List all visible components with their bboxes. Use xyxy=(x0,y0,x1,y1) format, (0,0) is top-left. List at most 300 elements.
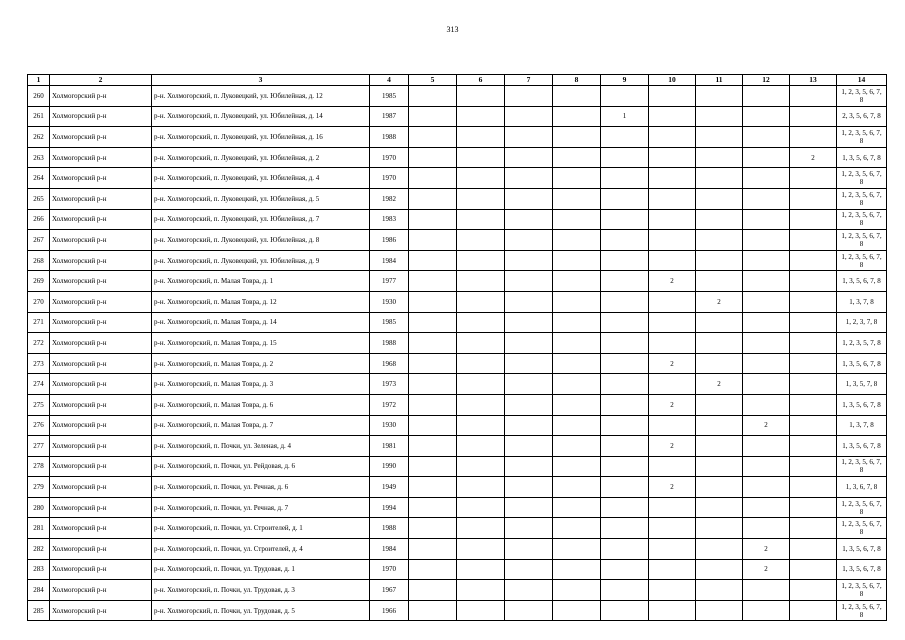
col14-cell: 2, 3, 5, 6, 7, 8 xyxy=(837,106,887,127)
district-cell: Холмогорский р-н xyxy=(50,312,152,333)
row-number: 283 xyxy=(28,559,50,580)
table-row xyxy=(28,106,887,127)
year-cell: 1949 xyxy=(370,477,409,498)
table-row xyxy=(28,147,887,168)
col8-cell xyxy=(553,559,601,580)
col10-cell xyxy=(649,127,696,148)
col7-cell xyxy=(505,271,553,292)
col5-cell xyxy=(409,559,457,580)
col7-cell xyxy=(505,230,553,251)
col13-cell xyxy=(790,497,837,518)
address-cell: р-н. Холмогорский, п. Луковецкий, ул. Юбилейная, д. 14 xyxy=(152,106,370,127)
col7-cell xyxy=(505,497,553,518)
col10-cell xyxy=(649,580,696,601)
col7-cell xyxy=(505,415,553,436)
address-cell: р-н. Холмогорский, п. Почки, ул. Речная, д. 7 xyxy=(152,497,370,518)
col10-cell: 2 xyxy=(649,394,696,415)
row-number: 275 xyxy=(28,394,50,415)
col13-cell xyxy=(790,312,837,333)
col11-cell xyxy=(696,600,743,621)
year-cell: 1983 xyxy=(370,209,409,230)
col14-cell: 1, 3, 5, 7, 8 xyxy=(837,374,887,395)
col12-cell xyxy=(743,291,790,312)
col14-cell: 1, 2, 3, 5, 6, 7, 8 xyxy=(837,250,887,271)
col13-cell xyxy=(790,127,837,148)
row-number: 264 xyxy=(28,168,50,189)
district-cell: Холмогорский р-н xyxy=(50,147,152,168)
address-cell: р-н. Холмогорский, п. Почки, ул. Трудовая, д. 5 xyxy=(152,600,370,621)
column-header-3: 3 xyxy=(152,75,370,86)
year-cell: 1930 xyxy=(370,415,409,436)
table-row xyxy=(28,127,887,148)
row-number: 284 xyxy=(28,580,50,601)
col5-cell xyxy=(409,106,457,127)
col9-cell xyxy=(601,250,649,271)
address-cell: р-н. Холмогорский, п. Почки, ул. Строителей, д. 1 xyxy=(152,518,370,539)
col12-cell xyxy=(743,394,790,415)
col10-cell xyxy=(649,539,696,560)
housing-table xyxy=(27,74,887,621)
col6-cell xyxy=(457,539,505,560)
district-cell: Холмогорский р-н xyxy=(50,415,152,436)
col7-cell xyxy=(505,353,553,374)
col6-cell xyxy=(457,291,505,312)
col7-cell xyxy=(505,291,553,312)
year-cell: 1988 xyxy=(370,127,409,148)
col7-cell xyxy=(505,106,553,127)
col11-cell xyxy=(696,580,743,601)
col5-cell xyxy=(409,168,457,189)
col13-cell xyxy=(790,230,837,251)
col13-cell xyxy=(790,86,837,107)
table-row xyxy=(28,497,887,518)
col9-cell xyxy=(601,353,649,374)
col8-cell xyxy=(553,518,601,539)
address-cell: р-н. Холмогорский, п. Луковецкий, ул. Юбилейная, д. 2 xyxy=(152,147,370,168)
col8-cell xyxy=(553,147,601,168)
address-cell: р-н. Холмогорский, п. Почки, ул. Речная, д. 6 xyxy=(152,477,370,498)
col10-cell xyxy=(649,559,696,580)
column-header-7: 7 xyxy=(505,75,553,86)
col14-cell: 1, 3, 7, 8 xyxy=(837,291,887,312)
column-header-1: 1 xyxy=(28,75,50,86)
col11-cell: 2 xyxy=(696,291,743,312)
col11-cell xyxy=(696,415,743,436)
col12-cell xyxy=(743,106,790,127)
row-number: 260 xyxy=(28,86,50,107)
col12-cell xyxy=(743,209,790,230)
col11-cell xyxy=(696,497,743,518)
col5-cell xyxy=(409,600,457,621)
col14-cell: 1, 2, 3, 5, 6, 7, 8 xyxy=(837,209,887,230)
col14-cell: 1, 3, 5, 6, 7, 8 xyxy=(837,271,887,292)
col9-cell xyxy=(601,127,649,148)
col12-cell xyxy=(743,333,790,354)
table-row xyxy=(28,477,887,498)
col12-cell xyxy=(743,250,790,271)
col9-cell xyxy=(601,580,649,601)
header-row xyxy=(28,75,887,86)
row-number: 269 xyxy=(28,271,50,292)
col13-cell xyxy=(790,580,837,601)
district-cell: Холмогорский р-н xyxy=(50,436,152,457)
col8-cell xyxy=(553,291,601,312)
table-row xyxy=(28,415,887,436)
year-cell: 1985 xyxy=(370,312,409,333)
col11-cell xyxy=(696,271,743,292)
year-cell: 1972 xyxy=(370,394,409,415)
col11-cell xyxy=(696,312,743,333)
year-cell: 1968 xyxy=(370,353,409,374)
col6-cell xyxy=(457,86,505,107)
year-cell: 1930 xyxy=(370,291,409,312)
col9-cell xyxy=(601,230,649,251)
col5-cell xyxy=(409,497,457,518)
col5-cell xyxy=(409,127,457,148)
address-cell: р-н. Холмогорский, п. Малая Товра, д. 14 xyxy=(152,312,370,333)
col8-cell xyxy=(553,580,601,601)
district-cell: Холмогорский р-н xyxy=(50,539,152,560)
col6-cell xyxy=(457,312,505,333)
col14-cell: 1, 2, 3, 5, 6, 7, 8 xyxy=(837,518,887,539)
col13-cell xyxy=(790,353,837,374)
table-row xyxy=(28,168,887,189)
col12-cell: 2 xyxy=(743,559,790,580)
row-number: 276 xyxy=(28,415,50,436)
col14-cell: 1, 3, 5, 6, 7, 8 xyxy=(837,559,887,580)
col9-cell xyxy=(601,559,649,580)
col11-cell xyxy=(696,209,743,230)
col9-cell xyxy=(601,188,649,209)
col7-cell xyxy=(505,86,553,107)
col9-cell xyxy=(601,415,649,436)
col13-cell xyxy=(790,539,837,560)
col13-cell xyxy=(790,291,837,312)
col12-cell xyxy=(743,580,790,601)
col6-cell xyxy=(457,518,505,539)
col10-cell: 2 xyxy=(649,477,696,498)
col11-cell xyxy=(696,127,743,148)
col8-cell xyxy=(553,477,601,498)
col7-cell xyxy=(505,188,553,209)
col7-cell xyxy=(505,168,553,189)
col10-cell: 2 xyxy=(649,353,696,374)
col5-cell xyxy=(409,188,457,209)
col12-cell xyxy=(743,230,790,251)
district-cell: Холмогорский р-н xyxy=(50,209,152,230)
address-cell: р-н. Холмогорский, п. Луковецкий, ул. Юбилейная, д. 5 xyxy=(152,188,370,209)
col5-cell xyxy=(409,291,457,312)
row-number: 279 xyxy=(28,477,50,498)
district-cell: Холмогорский р-н xyxy=(50,394,152,415)
col7-cell xyxy=(505,250,553,271)
col11-cell xyxy=(696,353,743,374)
col14-cell: 1, 2, 3, 5, 6, 7, 8 xyxy=(837,127,887,148)
col10-cell xyxy=(649,168,696,189)
col12-cell xyxy=(743,518,790,539)
row-number: 268 xyxy=(28,250,50,271)
col8-cell xyxy=(553,209,601,230)
col7-cell xyxy=(505,333,553,354)
col5-cell xyxy=(409,271,457,292)
district-cell: Холмогорский р-н xyxy=(50,518,152,539)
col5-cell xyxy=(409,456,457,477)
col13-cell xyxy=(790,477,837,498)
address-cell: р-н. Холмогорский, п. Луковецкий, ул. Юбилейная, д. 9 xyxy=(152,250,370,271)
col13-cell xyxy=(790,394,837,415)
district-cell: Холмогорский р-н xyxy=(50,127,152,148)
col9-cell xyxy=(601,291,649,312)
col13-cell xyxy=(790,518,837,539)
col6-cell xyxy=(457,209,505,230)
col12-cell xyxy=(743,353,790,374)
col9-cell xyxy=(601,333,649,354)
col10-cell xyxy=(649,518,696,539)
district-cell: Холмогорский р-н xyxy=(50,168,152,189)
district-cell: Холмогорский р-н xyxy=(50,106,152,127)
col13-cell xyxy=(790,436,837,457)
col10-cell xyxy=(649,86,696,107)
col8-cell xyxy=(553,497,601,518)
column-header-8: 8 xyxy=(553,75,601,86)
address-cell: р-н. Холмогорский, п. Почки, ул. Трудовая, д. 3 xyxy=(152,580,370,601)
col10-cell xyxy=(649,147,696,168)
col13-cell xyxy=(790,415,837,436)
col10-cell: 2 xyxy=(649,436,696,457)
col11-cell xyxy=(696,230,743,251)
col11-cell xyxy=(696,168,743,189)
col11-cell xyxy=(696,436,743,457)
col10-cell xyxy=(649,250,696,271)
col8-cell xyxy=(553,456,601,477)
column-header-9: 9 xyxy=(601,75,649,86)
address-cell: р-н. Холмогорский, п. Почки, ул. Трудовая, д. 1 xyxy=(152,559,370,580)
col6-cell xyxy=(457,580,505,601)
year-cell: 1970 xyxy=(370,168,409,189)
address-cell: р-н. Холмогорский, п. Малая Товра, д. 12 xyxy=(152,291,370,312)
col5-cell xyxy=(409,333,457,354)
table-row xyxy=(28,333,887,354)
district-cell: Холмогорский р-н xyxy=(50,374,152,395)
year-cell: 1984 xyxy=(370,250,409,271)
col8-cell xyxy=(553,230,601,251)
row-number: 271 xyxy=(28,312,50,333)
row-number: 265 xyxy=(28,188,50,209)
year-cell: 1987 xyxy=(370,106,409,127)
row-number: 270 xyxy=(28,291,50,312)
district-cell: Холмогорский р-н xyxy=(50,600,152,621)
district-cell: Холмогорский р-н xyxy=(50,456,152,477)
col8-cell xyxy=(553,106,601,127)
col8-cell xyxy=(553,168,601,189)
table-row xyxy=(28,436,887,457)
col8-cell xyxy=(553,539,601,560)
year-cell: 1977 xyxy=(370,271,409,292)
col14-cell: 1, 2, 3, 5, 6, 7, 8 xyxy=(837,456,887,477)
table-row xyxy=(28,394,887,415)
address-cell: р-н. Холмогорский, п. Луковецкий, ул. Юбилейная, д. 8 xyxy=(152,230,370,251)
col8-cell xyxy=(553,353,601,374)
col5-cell xyxy=(409,436,457,457)
col11-cell xyxy=(696,539,743,560)
col5-cell xyxy=(409,353,457,374)
col8-cell xyxy=(553,271,601,292)
col10-cell xyxy=(649,312,696,333)
col7-cell xyxy=(505,477,553,498)
table-row xyxy=(28,230,887,251)
address-cell: р-н. Холмогорский, п. Малая Товра, д. 6 xyxy=(152,394,370,415)
district-cell: Холмогорский р-н xyxy=(50,250,152,271)
col11-cell: 2 xyxy=(696,374,743,395)
col14-cell: 1, 2, 3, 5, 6, 7, 8 xyxy=(837,230,887,251)
col12-cell xyxy=(743,168,790,189)
district-cell: Холмогорский р-н xyxy=(50,559,152,580)
col8-cell xyxy=(553,415,601,436)
row-number: 261 xyxy=(28,106,50,127)
row-number: 272 xyxy=(28,333,50,354)
col5-cell xyxy=(409,209,457,230)
year-cell: 1988 xyxy=(370,333,409,354)
col5-cell xyxy=(409,539,457,560)
col11-cell xyxy=(696,559,743,580)
address-cell: р-н. Холмогорский, п. Луковецкий, ул. Юбилейная, д. 12 xyxy=(152,86,370,107)
col12-cell xyxy=(743,456,790,477)
col14-cell: 1, 3, 5, 6, 7, 8 xyxy=(837,539,887,560)
col6-cell xyxy=(457,436,505,457)
col11-cell xyxy=(696,86,743,107)
col5-cell xyxy=(409,415,457,436)
district-cell: Холмогорский р-н xyxy=(50,291,152,312)
table-row xyxy=(28,250,887,271)
col12-cell xyxy=(743,86,790,107)
column-header-5: 5 xyxy=(409,75,457,86)
address-cell: р-н. Холмогорский, п. Малая Товра, д. 15 xyxy=(152,333,370,354)
row-number: 274 xyxy=(28,374,50,395)
col11-cell xyxy=(696,518,743,539)
district-cell: Холмогорский р-н xyxy=(50,353,152,374)
col5-cell xyxy=(409,580,457,601)
page-number: 313 xyxy=(446,25,459,34)
col9-cell xyxy=(601,477,649,498)
col13-cell xyxy=(790,559,837,580)
col12-cell xyxy=(743,271,790,292)
row-number: 278 xyxy=(28,456,50,477)
col7-cell xyxy=(505,394,553,415)
col9-cell xyxy=(601,209,649,230)
col7-cell xyxy=(505,559,553,580)
column-header-13: 13 xyxy=(790,75,837,86)
col14-cell: 1, 2, 3, 5, 6, 7, 8 xyxy=(837,600,887,621)
col13-cell xyxy=(790,271,837,292)
col6-cell xyxy=(457,394,505,415)
col6-cell xyxy=(457,230,505,251)
col7-cell xyxy=(505,374,553,395)
year-cell: 1985 xyxy=(370,86,409,107)
col5-cell xyxy=(409,374,457,395)
col11-cell xyxy=(696,333,743,354)
col5-cell xyxy=(409,230,457,251)
col9-cell xyxy=(601,539,649,560)
column-header-10: 10 xyxy=(649,75,696,86)
address-cell: р-н. Холмогорский, п. Малая Товра, д. 2 xyxy=(152,353,370,374)
row-number: 282 xyxy=(28,539,50,560)
column-header-6: 6 xyxy=(457,75,505,86)
col10-cell xyxy=(649,497,696,518)
col9-cell xyxy=(601,147,649,168)
col9-cell xyxy=(601,86,649,107)
col8-cell xyxy=(553,86,601,107)
address-cell: р-н. Холмогорский, п. Малая Товра, д. 7 xyxy=(152,415,370,436)
table-row xyxy=(28,271,887,292)
col7-cell xyxy=(505,147,553,168)
column-header-14: 14 xyxy=(837,75,887,86)
table-row xyxy=(28,188,887,209)
table-row xyxy=(28,86,887,107)
col7-cell xyxy=(505,127,553,148)
col8-cell xyxy=(553,250,601,271)
col5-cell xyxy=(409,518,457,539)
col14-cell: 1, 2, 3, 5, 6, 7, 8 xyxy=(837,86,887,107)
col11-cell xyxy=(696,394,743,415)
col7-cell xyxy=(505,518,553,539)
col10-cell xyxy=(649,291,696,312)
col10-cell xyxy=(649,230,696,251)
col9-cell xyxy=(601,168,649,189)
column-header-11: 11 xyxy=(696,75,743,86)
row-number: 267 xyxy=(28,230,50,251)
col12-cell: 2 xyxy=(743,415,790,436)
address-cell: р-н. Холмогорский, п. Малая Товра, д. 1 xyxy=(152,271,370,292)
col14-cell: 1, 3, 5, 6, 7, 8 xyxy=(837,436,887,457)
row-number: 277 xyxy=(28,436,50,457)
year-cell: 1973 xyxy=(370,374,409,395)
col14-cell: 1, 3, 5, 6, 7, 8 xyxy=(837,147,887,168)
table-body xyxy=(28,86,887,621)
col9-cell xyxy=(601,374,649,395)
col11-cell xyxy=(696,477,743,498)
col6-cell xyxy=(457,127,505,148)
col9-cell xyxy=(601,600,649,621)
col9-cell xyxy=(601,312,649,333)
col13-cell xyxy=(790,168,837,189)
table-row xyxy=(28,374,887,395)
col11-cell xyxy=(696,147,743,168)
district-cell: Холмогорский р-н xyxy=(50,230,152,251)
district-cell: Холмогорский р-н xyxy=(50,271,152,292)
col8-cell xyxy=(553,127,601,148)
col7-cell xyxy=(505,456,553,477)
district-cell: Холмогорский р-н xyxy=(50,86,152,107)
col5-cell xyxy=(409,394,457,415)
col13-cell xyxy=(790,250,837,271)
table-header xyxy=(28,75,887,86)
district-cell: Холмогорский р-н xyxy=(50,188,152,209)
year-cell: 1970 xyxy=(370,147,409,168)
year-cell: 1986 xyxy=(370,230,409,251)
col6-cell xyxy=(457,106,505,127)
address-cell: р-н. Холмогорский, п. Почки, ул. Рейдовая, д. 6 xyxy=(152,456,370,477)
table-row xyxy=(28,456,887,477)
col13-cell xyxy=(790,188,837,209)
col12-cell xyxy=(743,147,790,168)
col6-cell xyxy=(457,559,505,580)
address-cell: р-н. Холмогорский, п. Почки, ул. Зеленая, д. 4 xyxy=(152,436,370,457)
year-cell: 1984 xyxy=(370,539,409,560)
col6-cell xyxy=(457,477,505,498)
col5-cell xyxy=(409,477,457,498)
col14-cell: 1, 3, 6, 7, 8 xyxy=(837,477,887,498)
col13-cell xyxy=(790,600,837,621)
